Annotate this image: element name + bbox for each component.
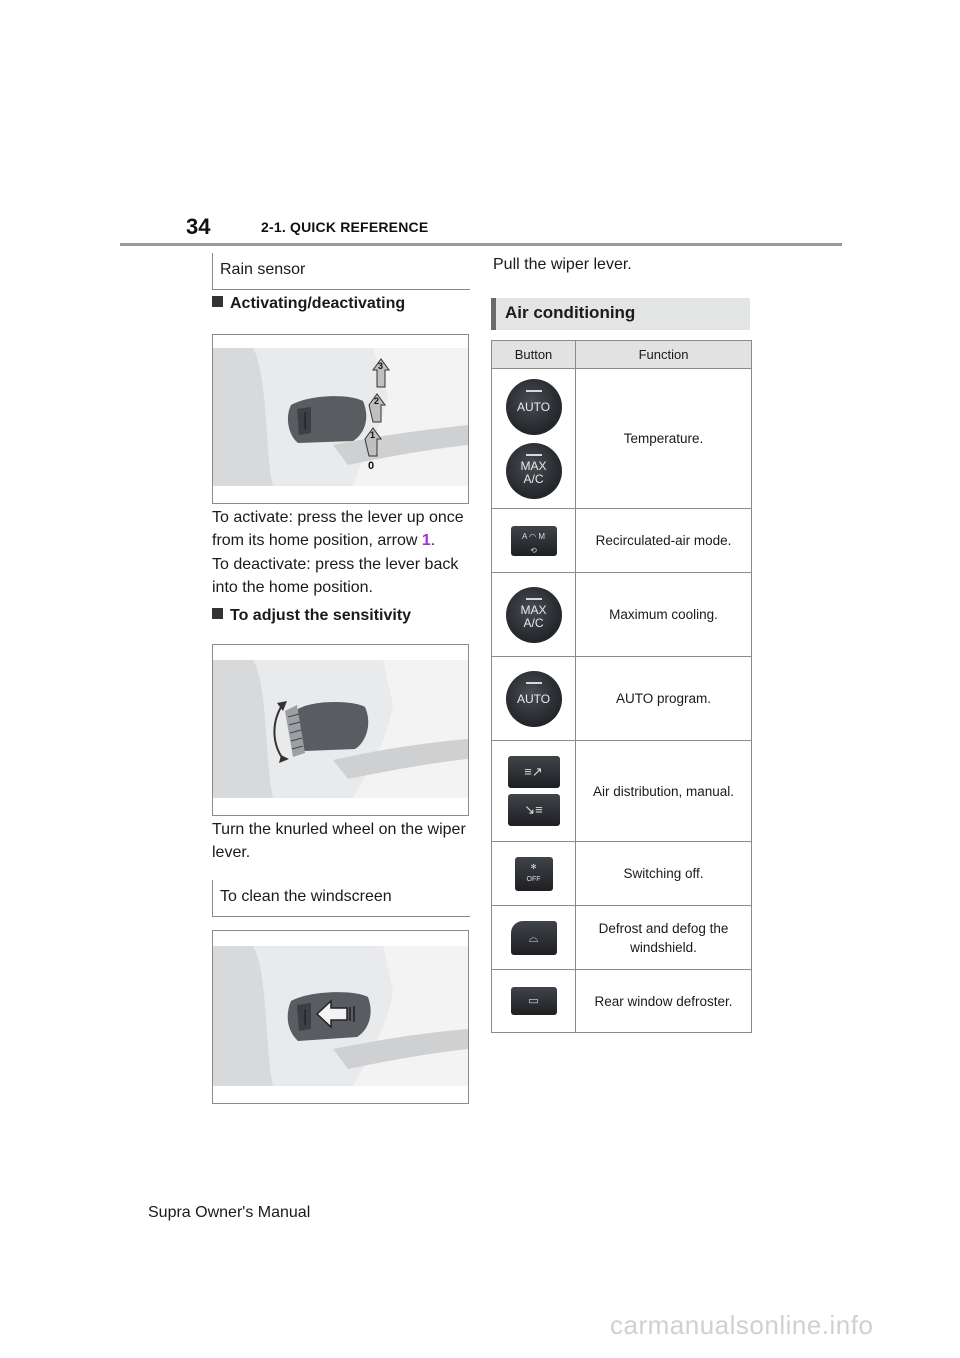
table-header-row <box>492 341 752 369</box>
table-row <box>492 657 752 741</box>
activating-heading <box>212 295 405 313</box>
auto-temperature-knob-icon <box>506 379 562 435</box>
rain-sensor-label <box>212 253 470 290</box>
knob-label: AUTO <box>516 691 551 706</box>
knob-label: AUTO <box>516 399 551 414</box>
auto-knob-icon <box>506 671 562 727</box>
figure-wiper-lever-positions <box>212 334 469 504</box>
windscreen-label <box>212 880 470 917</box>
function-air-distribution: Air distribution, manual. <box>576 741 752 842</box>
pad-label: M <box>538 531 545 541</box>
function-maximum-cooling: Maximum cooling. <box>576 573 752 657</box>
column-header-function: Function <box>576 341 752 369</box>
watermark-text: carmanualsonline.info <box>610 1310 874 1340</box>
figure-knurled-wheel <box>212 644 469 816</box>
table-row <box>492 842 752 906</box>
air-conditioning-heading <box>491 298 750 330</box>
recirculated-air-icon: A ◠ M ⟲ <box>511 526 557 556</box>
pull-lever-illustration <box>213 931 468 1103</box>
air-distribution-lower-icon: ↘≡ <box>508 794 560 826</box>
rear-window-defroster-icon: ▭ <box>511 987 557 1015</box>
fan-off-icon: ✻ OFF <box>515 857 553 891</box>
sensitivity-heading-text: To adjust the sensitivity <box>230 607 412 624</box>
windshield-defrost-button <box>492 906 576 970</box>
table-row <box>492 369 752 509</box>
switch-off-button <box>492 842 576 906</box>
figure-pull-lever <box>212 930 469 1104</box>
knurled-wheel-illustration <box>213 645 468 815</box>
table-row <box>492 906 752 970</box>
air-conditioning-table <box>491 340 752 1033</box>
recirculation-button <box>492 509 576 573</box>
header-rule <box>120 243 842 246</box>
column-header-button: Button <box>492 341 576 369</box>
position-label-1: 1 <box>370 430 376 440</box>
table-row <box>492 741 752 842</box>
activate-instruction <box>212 506 472 552</box>
knob-label: A/C <box>523 615 544 630</box>
position-label-2: 2 <box>374 396 380 406</box>
table-row <box>492 509 752 573</box>
rear-defroster-button <box>492 970 576 1033</box>
max-ac-temperature-knob-icon <box>506 443 562 499</box>
knob-label: A/C <box>523 471 544 486</box>
position-label-3: 3 <box>378 361 384 371</box>
manual-title: Supra Owner's Manual <box>148 1204 311 1221</box>
activate-text: To activate: press the lever up once from its home position, arrow <box>212 509 464 549</box>
function-defrost-windshield: Defrost and defog the windshield. <box>576 906 752 970</box>
table-row <box>492 573 752 657</box>
position-label-0: 0 <box>368 460 375 472</box>
pull-wiper-text: Pull the wiper lever. <box>493 256 632 273</box>
deactivate-instruction: To deactivate: press the lever back into the home position. <box>212 556 459 596</box>
function-auto-program: AUTO program. <box>576 657 752 741</box>
bullet-square-icon <box>212 608 223 619</box>
air-distribution-buttons <box>492 741 576 842</box>
windscreen-text: To clean the windscreen <box>220 888 392 905</box>
auto-program-button <box>492 657 576 741</box>
page-number: 34 <box>186 214 211 239</box>
pad-label: OFF <box>526 875 541 883</box>
air-distribution-upper-icon: ≡↗ <box>508 756 560 788</box>
table-row <box>492 970 752 1033</box>
knurled-wheel-instruction: Turn the knurled wheel on the wiper lever. <box>212 821 466 861</box>
arrow-reference: 1 <box>421 532 431 549</box>
rain-sensor-text: Rain sensor <box>220 261 306 278</box>
air-conditioning-heading-text: Air conditioning <box>505 303 636 322</box>
wiper-lever-illustration <box>213 335 468 503</box>
function-recirculated-air: Recirculated-air mode. <box>576 509 752 573</box>
bullet-square-icon <box>212 296 223 307</box>
max-cooling-button <box>492 573 576 657</box>
activate-text-end: . <box>430 532 436 549</box>
knob-label: MAX <box>520 602 547 617</box>
windshield-defrost-icon: ⌓ <box>511 921 557 955</box>
function-rear-defroster: Rear window defroster. <box>576 970 752 1033</box>
function-temperature: Temperature. <box>576 369 752 509</box>
max-ac-knob-icon <box>506 587 562 643</box>
temperature-buttons <box>492 369 576 509</box>
knob-label: MAX <box>520 458 547 473</box>
section-title: 2-1. QUICK REFERENCE <box>261 219 429 235</box>
sensitivity-heading <box>212 607 411 625</box>
function-switching-off: Switching off. <box>576 842 752 906</box>
pad-label: A <box>521 531 527 541</box>
activating-heading-text: Activating/deactivating <box>230 295 406 312</box>
